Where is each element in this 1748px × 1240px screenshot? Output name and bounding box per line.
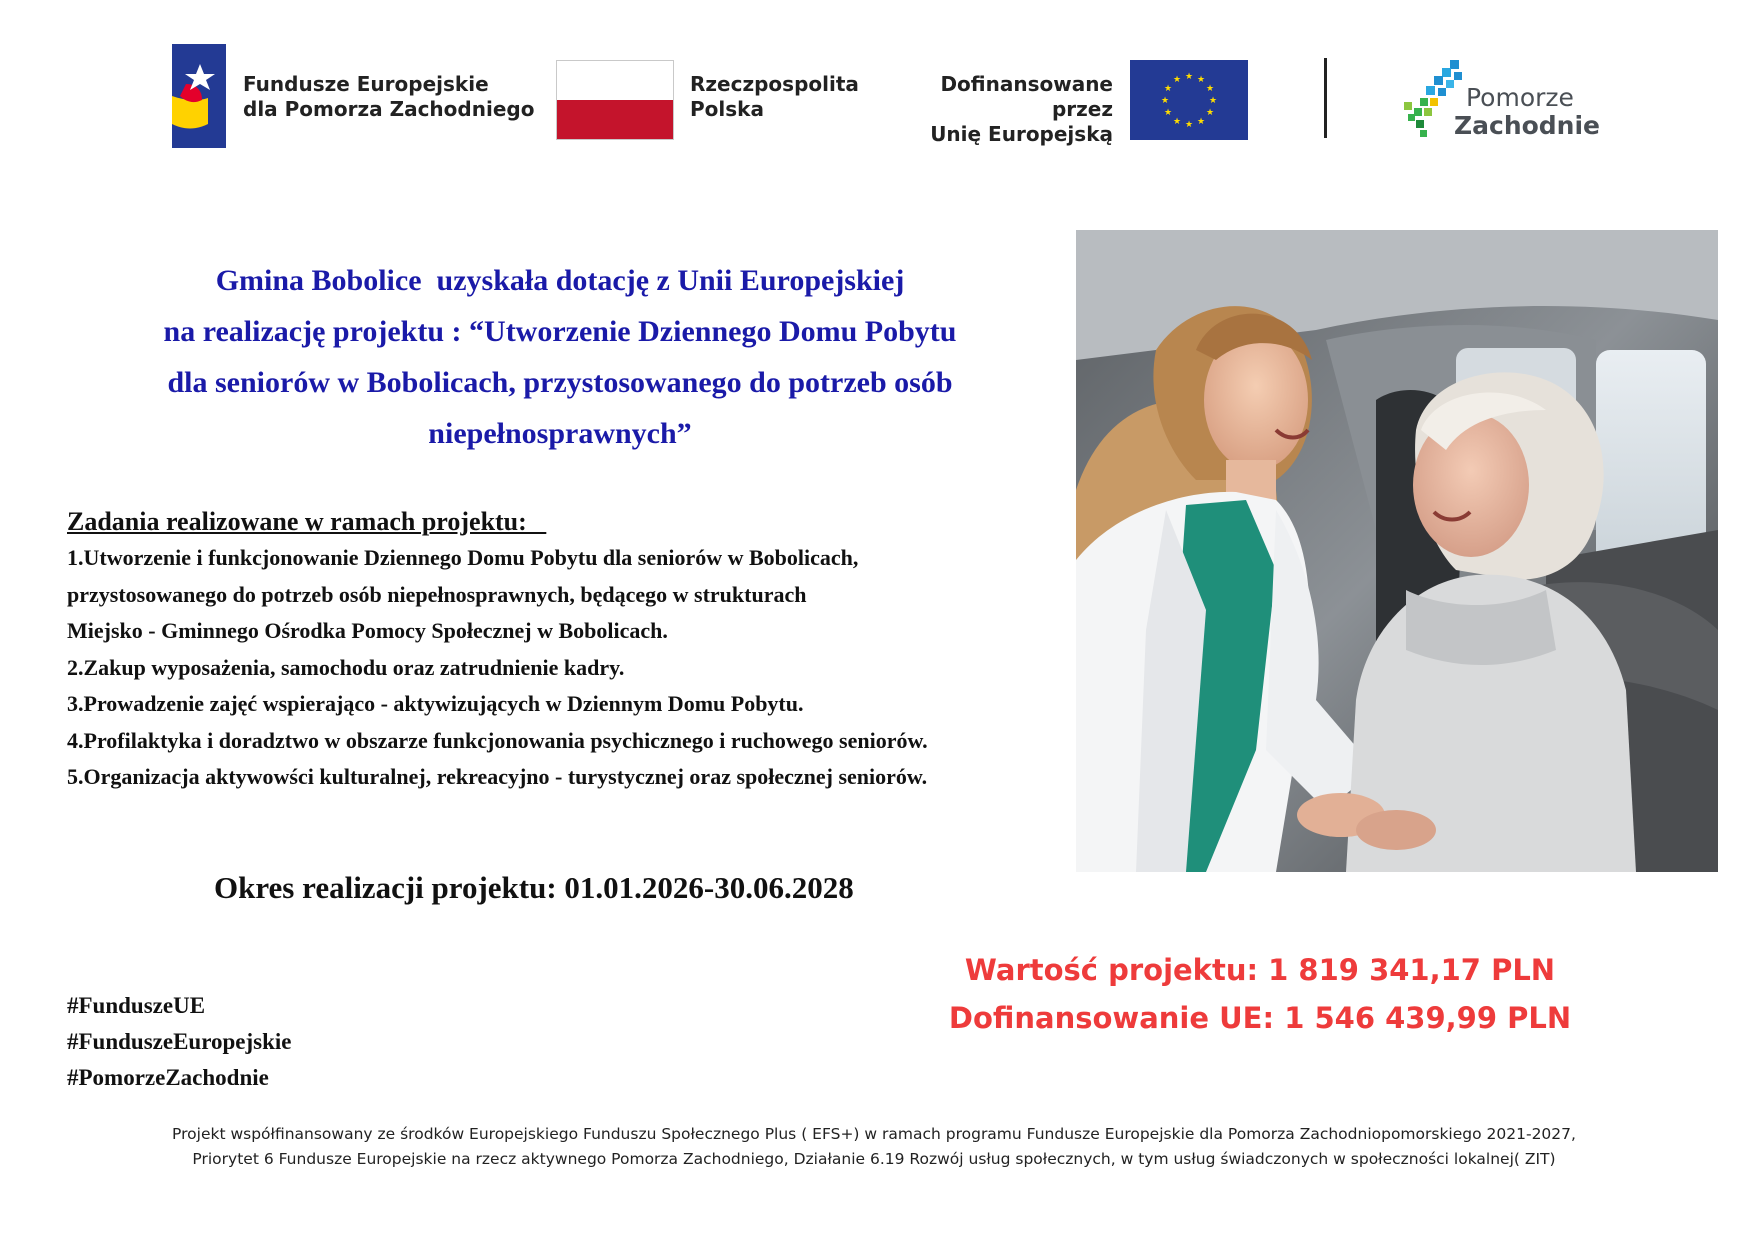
hashtag: #FunduszeUE bbox=[67, 993, 206, 1018]
eu-flag-icon bbox=[1130, 60, 1248, 140]
footnote-line-1: Projekt współfinansowany ze środków Europejskiego Funduszu Społecznego Plus ( EFS+) w ramach programu Fundusze Europejskie dla Pomorza Zachodniopomorskiego 2021-2027, bbox=[172, 1125, 1576, 1143]
svg-text:★: ★ bbox=[1163, 84, 1173, 94]
polish-flag-white bbox=[557, 61, 673, 100]
pz-line-1: Pomorze bbox=[1466, 83, 1574, 112]
project-values bbox=[900, 946, 1620, 1042]
photo-illustration bbox=[1076, 230, 1718, 872]
svg-text:★: ★ bbox=[1205, 84, 1215, 94]
eu-line-1: Dofinansowane przez bbox=[940, 72, 1113, 121]
rzeczpospolita-label bbox=[690, 72, 859, 122]
headline-line-4: niepełnosprawnych” bbox=[428, 417, 692, 450]
svg-text:★: ★ bbox=[1196, 117, 1206, 127]
rp-line-2: Polska bbox=[690, 97, 764, 121]
task-line: Miejsko - Gminnego Ośrodka Pomocy Społecznej w Bobolicach. bbox=[67, 618, 668, 643]
pomorze-zachodnie-label bbox=[1454, 84, 1600, 140]
project-headline bbox=[60, 255, 1060, 459]
hashtag: #PomorzeZachodnie bbox=[67, 1065, 269, 1090]
svg-text:★: ★ bbox=[1205, 108, 1215, 118]
svg-text:★: ★ bbox=[1184, 120, 1194, 130]
svg-text:★: ★ bbox=[1196, 75, 1206, 85]
footnote-line-2: Priorytet 6 Fundusze Europejskie na rzecz aktywnego Pomorza Zachodniego, Działanie 6.19 Rozwój usług społecznych, w tym usług świadczonych w społeczności lokalnej( ZIT) bbox=[192, 1150, 1556, 1168]
fundusze-europejskie-label bbox=[243, 72, 534, 122]
hashtags bbox=[67, 988, 292, 1096]
project-value: Wartość projektu: 1 819 341,17 PLN bbox=[964, 953, 1556, 987]
headline-line-2: na realizację projektu : “Utworzenie Dziennego Domu Pobytu bbox=[163, 315, 957, 348]
fe-line-2: dla Pomorza Zachodniego bbox=[243, 97, 535, 121]
svg-text:★: ★ bbox=[1184, 72, 1194, 82]
logo-divider bbox=[1324, 58, 1327, 138]
svg-text:★: ★ bbox=[1208, 96, 1218, 106]
task-line: przystosowanego do potrzeb osób niepełnosprawnych, będącego w strukturach bbox=[67, 581, 807, 607]
eu-line-2: Unię Europejską bbox=[930, 122, 1113, 146]
headline-line-1: Gmina Bobolice uzyskała dotację z Unii Europejskiej bbox=[215, 264, 905, 297]
pz-line-2: Zachodnie bbox=[1454, 111, 1601, 140]
caregiver-senior-photo bbox=[1076, 230, 1718, 872]
funding-footnote bbox=[0, 1122, 1748, 1172]
tasks-heading: Zadania realizowane w ramach projektu: bbox=[67, 507, 547, 536]
task-line: 2.Zakup wyposażenia, samochodu oraz zatrudnienie kadry. bbox=[67, 654, 625, 680]
polish-flag-red bbox=[557, 100, 673, 139]
task-line: 3.Prowadzenie zajęć wspierająco - aktywizujących w Dziennym Domu Pobytu. bbox=[67, 691, 804, 716]
logo-bar bbox=[0, 0, 1748, 170]
svg-text:★: ★ bbox=[1163, 108, 1173, 118]
eu-funding-value: Dofinansowanie UE: 1 546 439,99 PLN bbox=[948, 1001, 1572, 1035]
hashtag: #FunduszeEuropejskie bbox=[67, 1029, 292, 1054]
polish-flag-icon bbox=[556, 60, 674, 140]
fe-line-1: Fundusze Europejskie bbox=[243, 72, 489, 96]
task-line: 1.Utworzenie i funkcjonowanie Dziennego Domu Pobytu dla seniorów w Bobolicach, bbox=[67, 545, 859, 570]
rp-line-1: Rzeczpospolita bbox=[690, 72, 859, 96]
task-line: 5.Organizacja aktywowści kulturalnej, rekreacyjno - turystycznej oraz społecznej seniorów. bbox=[67, 764, 928, 789]
fundusze-europejskie-logo bbox=[172, 44, 226, 148]
project-period: Okres realizacji projektu: 01.01.2026-30.06.2028 bbox=[214, 870, 854, 905]
project-tasks bbox=[67, 504, 1067, 796]
eu-cofunded-label bbox=[880, 72, 1113, 147]
headline-line-3: dla seniorów w Bobolicach, przystosowanego do potrzeb osób bbox=[167, 366, 953, 399]
svg-text:★: ★ bbox=[1172, 75, 1182, 85]
svg-text:★: ★ bbox=[1172, 117, 1182, 127]
svg-text:★: ★ bbox=[1160, 96, 1170, 106]
task-line: 4.Profilaktyka i doradztwo w obszarze funkcjonowania psychicznego i ruchowego seniorów. bbox=[67, 727, 928, 753]
